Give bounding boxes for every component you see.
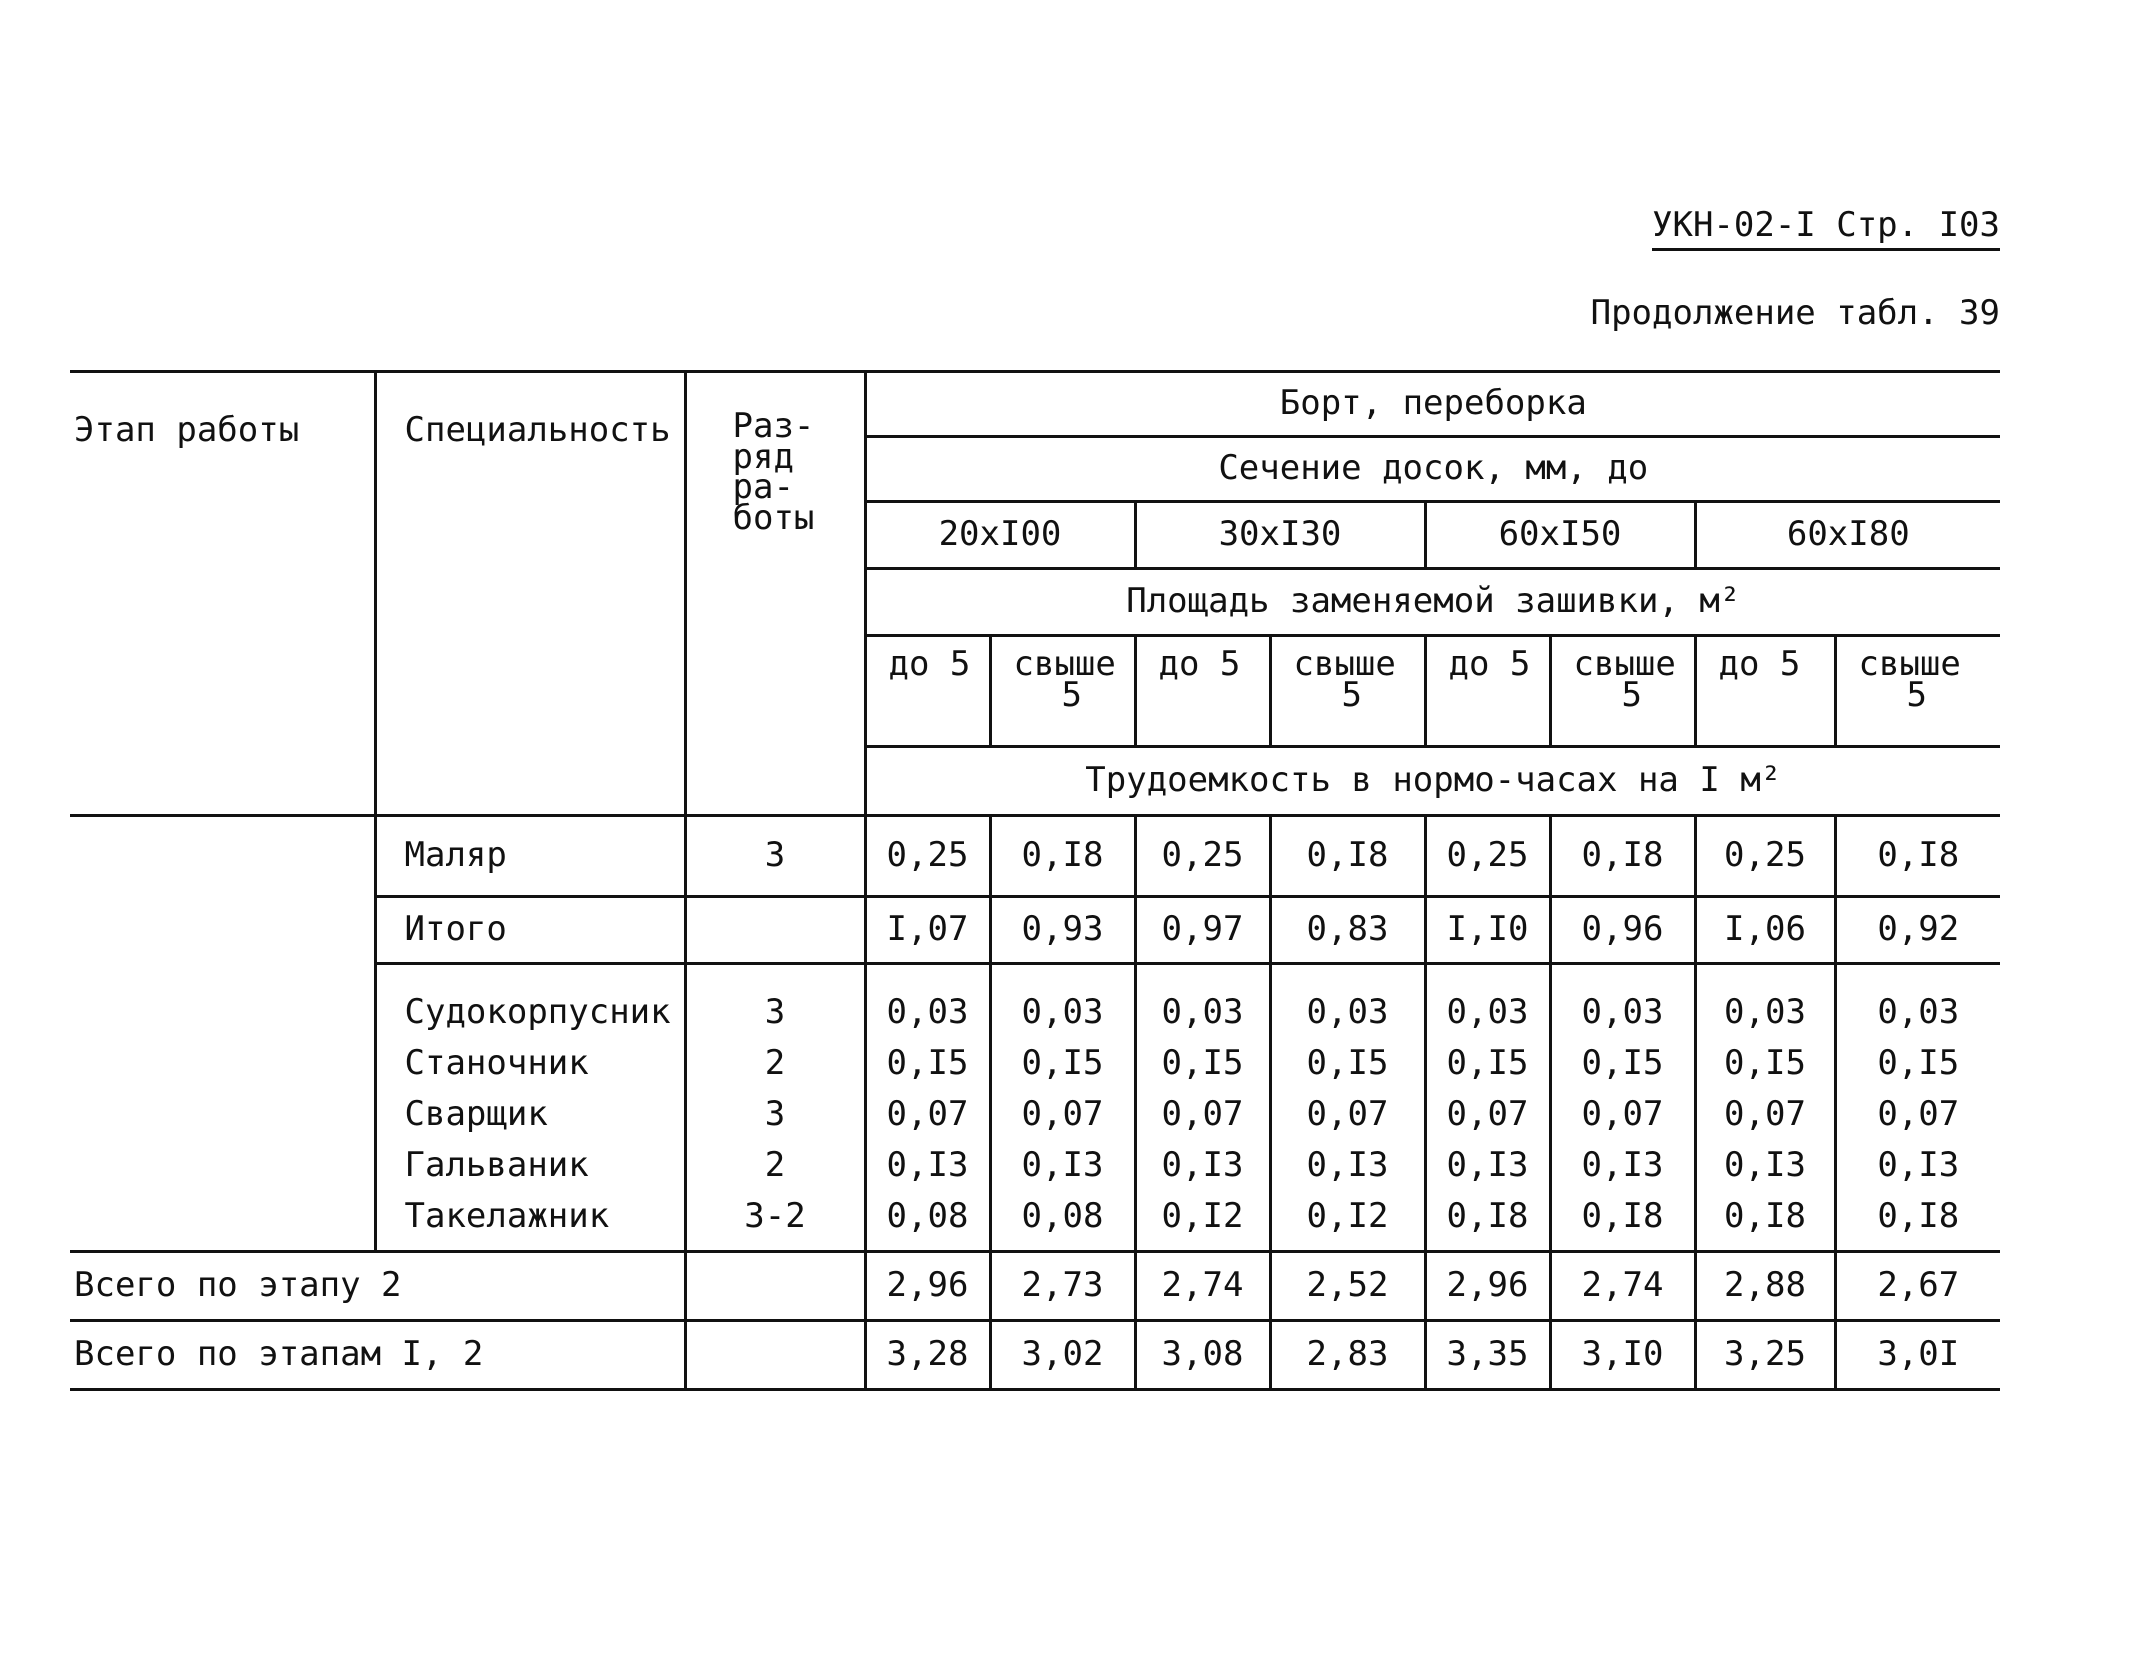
value-cell: 2,73 <box>990 1252 1135 1321</box>
header-grade-line: ряд <box>732 436 794 477</box>
table-row-stages-total <box>70 1321 2000 1390</box>
specialty-cell: Итого <box>375 897 685 964</box>
value-item: 0,03 <box>1161 992 1244 1032</box>
specialty-cell: Маляр <box>375 816 685 897</box>
header-sub: свыше 5 <box>1550 636 1695 747</box>
value-cell: 0,25 <box>1135 816 1270 897</box>
specialty-item: Станочник <box>404 1043 589 1083</box>
value-item: 0,03 <box>1581 992 1664 1032</box>
value-item: 0,I5 <box>886 1043 969 1083</box>
header-dim: 20хI00 <box>865 502 1135 569</box>
value-list <box>990 964 1135 1252</box>
header-specialty: Специальность <box>375 372 685 816</box>
value-item: 0,I8 <box>1581 1196 1664 1236</box>
value-cell: 2,52 <box>1270 1252 1425 1321</box>
specialty-list <box>375 964 685 1252</box>
value-item: 0,I5 <box>1446 1043 1529 1083</box>
value-item: 0,03 <box>1724 992 1806 1032</box>
grade-list <box>685 964 865 1252</box>
value-item: 0,I3 <box>1581 1145 1664 1185</box>
grade-cell <box>685 1321 865 1390</box>
value-item: 0,I3 <box>1161 1145 1244 1185</box>
value-cell: 0,92 <box>1835 897 2000 964</box>
specialty-item: Гальваник <box>404 1145 589 1185</box>
value-item: 0,08 <box>886 1196 969 1236</box>
value-item: 0,I8 <box>1877 1196 1960 1236</box>
table-row-stage-total <box>70 1252 2000 1321</box>
header-grade-line: Раз- <box>732 406 815 446</box>
value-item: 0,I3 <box>1306 1145 1389 1185</box>
stage-cell-empty <box>70 816 375 1252</box>
value-cell: I,I0 <box>1425 897 1550 964</box>
value-cell: 0,25 <box>1425 816 1550 897</box>
specialty-item: Такелажник <box>404 1196 610 1236</box>
header-sub: до 5 <box>865 636 990 747</box>
value-item: 0,07 <box>1161 1094 1244 1134</box>
value-item: 0,07 <box>1877 1094 1960 1134</box>
value-cell: 0,97 <box>1135 897 1270 964</box>
header-sub: свыше 5 <box>1835 636 2000 747</box>
value-item: 0,I5 <box>1306 1043 1389 1083</box>
value-cell: 0,I8 <box>1550 816 1695 897</box>
value-cell: 0,I8 <box>1270 816 1425 897</box>
value-list <box>1835 964 2000 1252</box>
header-dim: 60хI50 <box>1425 502 1695 569</box>
value-item: 0,I3 <box>1446 1145 1529 1185</box>
value-item: 0,I5 <box>1581 1043 1664 1083</box>
header-sub: до 5 <box>1135 636 1270 747</box>
page-reference: УКН-02-I Стр. I03 <box>1652 205 2000 251</box>
value-cell: 2,96 <box>1425 1252 1550 1321</box>
header-row-board <box>70 372 2000 437</box>
value-cell: 3,02 <box>990 1321 1135 1390</box>
value-item: 0,I2 <box>1161 1196 1244 1236</box>
value-item: 0,I3 <box>1877 1145 1960 1185</box>
grade-item: 2 <box>764 1043 786 1083</box>
value-cell: 3,I0 <box>1550 1321 1695 1390</box>
grade-cell <box>685 897 865 964</box>
value-item: 0,I8 <box>1446 1196 1529 1236</box>
value-item: 0,03 <box>1446 992 1529 1032</box>
value-item: 0,I3 <box>886 1145 969 1185</box>
value-cell: 0,25 <box>865 816 990 897</box>
value-list <box>865 964 990 1252</box>
value-cell: 2,88 <box>1695 1252 1835 1321</box>
value-cell: 3,28 <box>865 1321 990 1390</box>
value-item: 0,07 <box>1021 1094 1104 1134</box>
value-cell: 3,35 <box>1425 1321 1550 1390</box>
value-item: 0,03 <box>1306 992 1389 1032</box>
value-item: 0,03 <box>1021 992 1104 1032</box>
value-cell: 2,74 <box>1135 1252 1270 1321</box>
value-cell: 0,25 <box>1695 816 1835 897</box>
table-continuation-caption: Продолжение табл. 39 <box>1590 293 2000 333</box>
grade-item: 2 <box>764 1145 786 1185</box>
value-cell: 0,96 <box>1550 897 1695 964</box>
value-cell: 2,74 <box>1550 1252 1695 1321</box>
header-sub: до 5 <box>1425 636 1550 747</box>
value-item: 0,03 <box>1877 992 1960 1032</box>
header-dim: 60хI80 <box>1695 502 2000 569</box>
header-board: Борт, переборка <box>865 372 2000 437</box>
value-list <box>1425 964 1550 1252</box>
value-item: 0,I5 <box>1877 1043 1960 1083</box>
value-cell: 0,I8 <box>990 816 1135 897</box>
header-sub: свыше 5 <box>1270 636 1425 747</box>
value-list <box>1270 964 1425 1252</box>
stages-total-label: Всего по этапам I, 2 <box>70 1321 685 1390</box>
grade-cell <box>685 1252 865 1321</box>
value-item: 0,07 <box>1724 1094 1806 1134</box>
header-sub: до 5 <box>1695 636 1835 747</box>
grade-item: 3 <box>764 1094 786 1134</box>
specialty-item: Сварщик <box>404 1094 548 1134</box>
header-grade-line: ра- <box>732 467 794 508</box>
value-list <box>1550 964 1695 1252</box>
value-item: 0,07 <box>886 1094 969 1134</box>
header-grade-line: боты <box>732 497 815 538</box>
value-item: 0,I3 <box>1021 1145 1104 1185</box>
value-cell: I,06 <box>1695 897 1835 964</box>
value-cell: 2,96 <box>865 1252 990 1321</box>
value-cell: 3,0I <box>1835 1321 2000 1390</box>
value-item: 0,07 <box>1446 1094 1529 1134</box>
specialty-item: Судокорпусник <box>404 992 671 1032</box>
value-list <box>1695 964 1835 1252</box>
value-item: 0,03 <box>886 992 969 1032</box>
table-row <box>70 816 2000 897</box>
value-item: 0,I3 <box>1724 1145 1806 1185</box>
value-list <box>1135 964 1270 1252</box>
value-cell: 2,83 <box>1270 1321 1425 1390</box>
header-sub: свыше 5 <box>990 636 1135 747</box>
value-cell: 3,08 <box>1135 1321 1270 1390</box>
header-labor: Трудоемкость в нормо-часах на I м² <box>865 747 2000 816</box>
labor-table <box>70 370 2000 1391</box>
value-cell: 3,25 <box>1695 1321 1835 1390</box>
header-section: Сечение досок, мм, до <box>865 437 2000 502</box>
value-item: 0,07 <box>1306 1094 1389 1134</box>
header-area: Площадь заменяемой зашивки, м² <box>865 569 2000 636</box>
value-cell: 0,93 <box>990 897 1135 964</box>
grade-cell: 3 <box>685 816 865 897</box>
value-item: 0,I5 <box>1021 1043 1104 1083</box>
value-cell: I,07 <box>865 897 990 964</box>
value-item: 0,07 <box>1581 1094 1664 1134</box>
value-cell: 2,67 <box>1835 1252 2000 1321</box>
value-item: 0,I2 <box>1306 1196 1389 1236</box>
header-grade <box>685 372 865 816</box>
value-cell: 0,I8 <box>1835 816 2000 897</box>
value-item: 0,I8 <box>1724 1196 1806 1236</box>
value-item: 0,I5 <box>1161 1043 1244 1083</box>
value-item: 0,08 <box>1021 1196 1104 1236</box>
stage-total-label: Всего по этапу 2 <box>70 1252 685 1321</box>
header-dim: 30хI30 <box>1135 502 1425 569</box>
grade-item: 3 <box>764 992 786 1032</box>
value-item: 0,I5 <box>1724 1043 1806 1083</box>
grade-item: 3-2 <box>744 1196 806 1236</box>
value-cell: 0,83 <box>1270 897 1425 964</box>
header-stage: Этап работы <box>70 372 375 816</box>
